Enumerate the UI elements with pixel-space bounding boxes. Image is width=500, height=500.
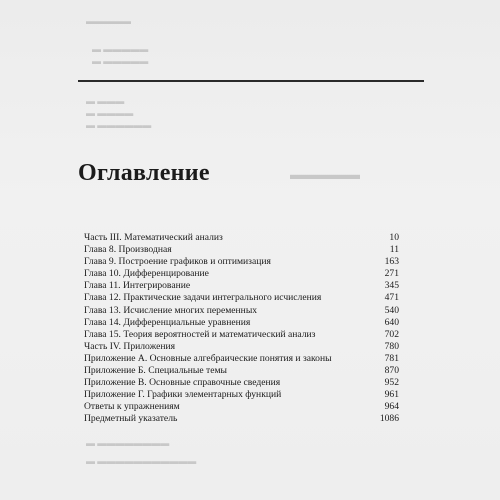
- toc-entry-page-number: 10: [389, 232, 399, 243]
- toc-entry-label: Глава 8. Производная: [84, 244, 172, 256]
- toc-entry: [84, 256, 399, 268]
- toc-entry-label: Приложение А. Основные алгебраические понятия и законы: [84, 352, 332, 364]
- toc-entry: [84, 244, 399, 256]
- show-through-text: ▬ ▬▬▬▬: [86, 108, 134, 118]
- toc-entry-page-number: 870: [384, 365, 399, 377]
- show-through-text: ▬ ▬▬▬▬▬▬: [86, 120, 152, 130]
- toc-entry-page-number: 540: [384, 304, 399, 316]
- toc-entry-page-number: 163: [384, 256, 399, 268]
- toc-entry: [84, 317, 399, 329]
- toc-entry: [84, 365, 399, 377]
- show-through-text: ▬ ▬▬▬▬▬: [92, 56, 149, 66]
- toc-entry-label: Предметный указатель: [84, 413, 178, 425]
- page-title: Оглавление: [78, 160, 210, 186]
- toc-entry-page-number: 952: [384, 377, 399, 389]
- toc-entry-page-number: 471: [384, 292, 399, 304]
- toc-entry-label: Часть IV. Приложения: [84, 340, 176, 352]
- toc-entry: [84, 341, 399, 353]
- toc-entry-page-number: 964: [384, 401, 399, 413]
- toc-entry-label: Глава 11. Интегрирование: [84, 280, 191, 292]
- show-through-text: ▬▬▬▬▬: [290, 168, 360, 183]
- show-through-text: ▬ ▬▬▬: [86, 96, 125, 106]
- show-through-text: ▬ ▬▬▬▬▬: [92, 44, 149, 54]
- toc-entry-page-number: 961: [384, 389, 399, 401]
- toc-entry-page-number: 640: [384, 316, 399, 328]
- toc-entry-label: Глава 15. Теория вероятностей и математический анализ: [84, 328, 316, 340]
- toc-entry-page-number: 780: [384, 340, 399, 352]
- toc-entry-label: Приложение Г. Графики элементарных функций: [84, 389, 282, 401]
- toc-entry-label: Приложение В. Основные справочные сведения: [84, 377, 281, 389]
- toc-entry-page-number: 271: [384, 268, 399, 280]
- toc-entry-label: Ответы к упражнениям: [84, 401, 180, 413]
- header-rule: [78, 80, 424, 82]
- toc-entry: [84, 377, 399, 389]
- toc-entry-page-number: 1086: [379, 413, 399, 425]
- toc-entry-label: Глава 10. Дифференцирование: [84, 268, 209, 280]
- show-through-text: ▬▬▬▬▬: [86, 16, 131, 26]
- toc-entry: [84, 232, 399, 244]
- toc-entry-page-number: 781: [384, 352, 399, 364]
- toc-entry: [84, 292, 399, 304]
- toc-entry-page-number: 702: [384, 328, 399, 340]
- toc-entry-page-number: 11: [389, 244, 399, 256]
- table-of-contents: [84, 232, 399, 426]
- toc-entry-label: Глава 12. Практические задачи интегрального исчисления: [84, 292, 322, 304]
- toc-entry: [84, 268, 399, 280]
- toc-entry: [84, 280, 399, 292]
- show-through-text: ▬ ▬▬▬▬▬▬▬▬: [86, 438, 170, 448]
- toc-entry: [84, 305, 399, 317]
- toc-entry-page-number: 345: [384, 280, 399, 292]
- toc-entry-label: Глава 14. Дифференциальные уравнения: [84, 316, 251, 328]
- toc-entry: [84, 353, 399, 365]
- toc-entry: [84, 413, 399, 425]
- toc-entry: [84, 401, 399, 413]
- toc-entry: [84, 329, 399, 341]
- toc-entry-label: Глава 13. Исчисление многих переменных: [84, 304, 258, 316]
- toc-entry: [84, 389, 399, 401]
- toc-entry-label: Глава 9. Построение графиков и оптимизация: [84, 256, 271, 268]
- show-through-text: ▬ ▬▬▬▬▬▬▬▬▬▬▬: [86, 456, 197, 466]
- toc-entry-label: Приложение Б. Специальные темы: [84, 365, 227, 377]
- toc-entry-label: Часть III. Математический анализ: [84, 232, 223, 243]
